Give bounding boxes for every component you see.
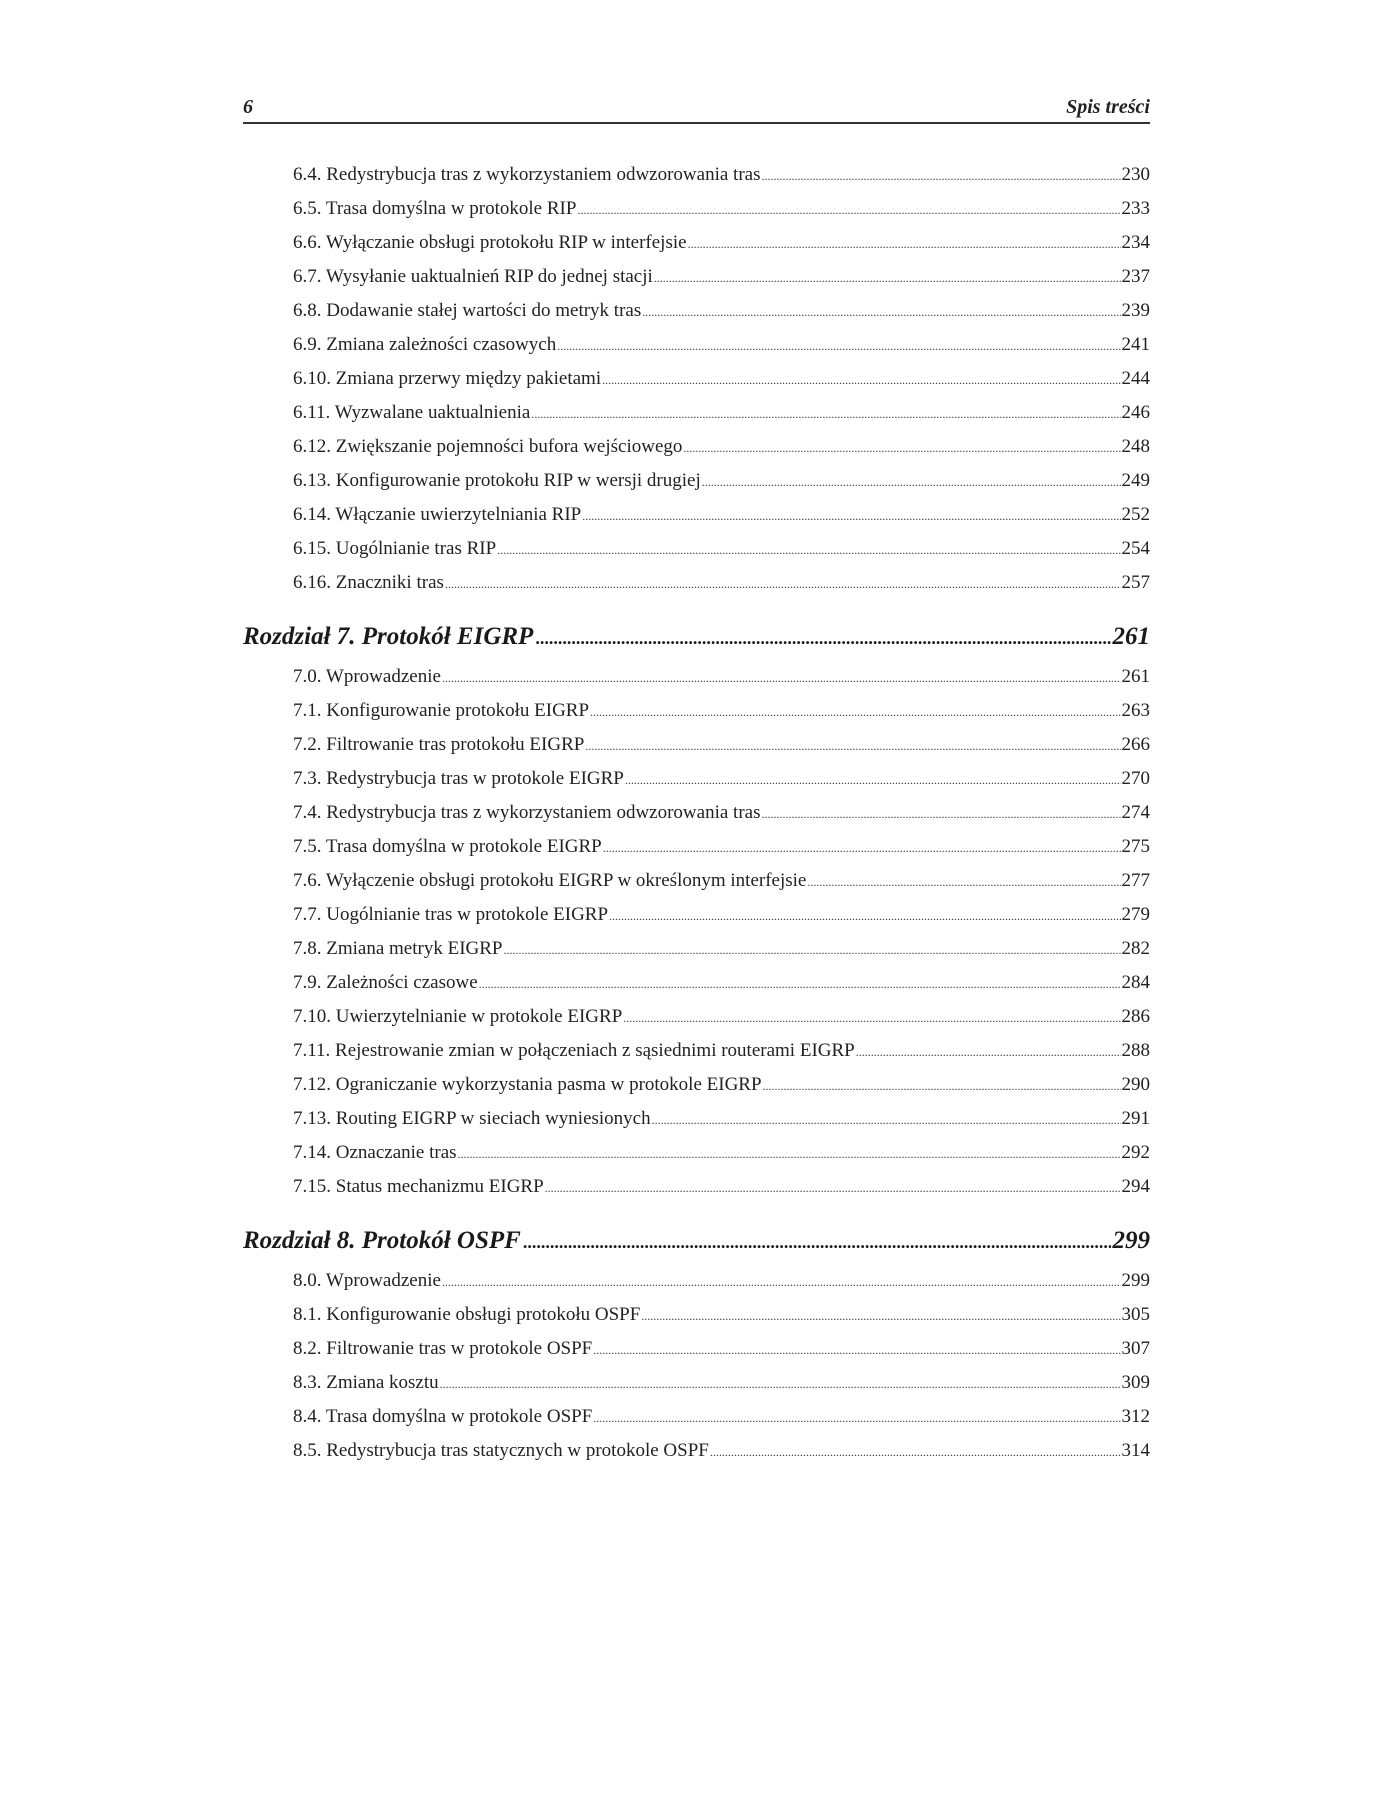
toc-entry[interactable] [243,498,1150,532]
chapter-heading[interactable] [243,1218,1150,1264]
toc-entry[interactable] [243,294,1150,328]
leader-dots [642,295,1120,329]
toc-entry-page-number: 239 [1121,300,1150,321]
toc-entry-title: 7.9. Zależności czasowe [293,972,478,993]
toc-entry-title: 7.4. Redystrybucja tras z wykorzystaniem odwzorowania tras [293,802,761,823]
toc-entry-page-number: 252 [1121,504,1150,525]
leader-dots [856,1035,1121,1069]
toc-entry-page-number: 292 [1121,1142,1150,1163]
leader-dots [761,797,1120,831]
leader-dots [442,1265,1121,1299]
toc-entry-title: 6.4. Redystrybucja tras z wykorzystaniem odwzorowania tras [293,164,761,185]
toc-entry-title: 7.2. Filtrowanie tras protokołu EIGRP [293,734,585,755]
toc-entry-title: 7.11. Rejestrowanie zmian w połączeniach z sąsiednimi routerami EIGRP [293,1040,855,1061]
toc-entry[interactable] [243,1298,1150,1332]
toc-entry[interactable] [243,1400,1150,1434]
toc-entry[interactable] [243,566,1150,600]
toc-entry-title: 7.1. Konfigurowanie protokołu EIGRP [293,700,590,721]
toc-entry-title: 7.7. Uogólnianie tras w protokole EIGRP [293,904,609,925]
leader-dots [710,1435,1121,1469]
toc-entry[interactable] [243,1102,1150,1136]
toc-entry-page-number: 233 [1121,198,1150,219]
toc-entry-page-number: 261 [1121,666,1150,687]
toc-entry-page-number: 275 [1121,836,1150,857]
toc-entry-page-number: 294 [1121,1176,1150,1197]
page-number: 6 [243,96,253,118]
toc-entry-title: 7.6. Wyłączenie obsługi protokołu EIGRP w określonym interfejsie [293,870,807,891]
toc-entry-page-number: 254 [1121,538,1150,559]
toc-entry-title: 8.0. Wprowadzenie [293,1270,441,1291]
toc-entry-title: 7.0. Wprowadzenie [293,666,441,687]
table-of-contents [243,158,1150,1468]
toc-entry-page-number: 309 [1121,1372,1150,1393]
leader-dots [479,967,1121,1001]
leader-dots [761,159,1120,193]
toc-entry[interactable] [243,226,1150,260]
toc-entry[interactable] [243,1332,1150,1366]
toc-entry-page-number: 266 [1121,734,1150,755]
toc-entry[interactable] [243,1366,1150,1400]
toc-entry-page-number: 249 [1121,470,1150,491]
leader-dots [582,499,1120,533]
toc-entry-page-number: 282 [1121,938,1150,959]
leader-dots [763,1069,1121,1103]
leader-dots [652,1103,1121,1137]
toc-entry[interactable] [243,1136,1150,1170]
toc-entry-page-number: 263 [1121,700,1150,721]
leader-dots [688,227,1121,261]
toc-entry-page-number: 277 [1121,870,1150,891]
toc-entry-title: 6.15. Uogólnianie tras RIP [293,538,497,559]
toc-entry[interactable] [243,728,1150,762]
toc-entry-page-number: 288 [1121,1040,1150,1061]
toc-entry[interactable] [243,1034,1150,1068]
toc-entry[interactable] [243,660,1150,694]
chapter-title: Rozdział 7. Protokół EIGRP [243,623,534,650]
leader-dots [609,899,1120,933]
toc-entry-title: 7.3. Redystrybucja tras w protokole EIGRP [293,768,624,789]
toc-entry[interactable] [243,430,1150,464]
toc-entry[interactable] [243,1068,1150,1102]
toc-entry-page-number: 244 [1121,368,1150,389]
leader-dots [445,567,1121,601]
toc-entry-title: 6.14. Włączanie uwierzytelniania RIP [293,504,582,525]
leader-dots [497,533,1120,567]
toc-entry[interactable] [243,966,1150,1000]
toc-entry-page-number: 312 [1121,1406,1150,1427]
toc-entry-title: 6.13. Konfigurowanie protokołu RIP w wersji drugiej [293,470,701,491]
leader-dots [442,661,1121,695]
leader-dots [625,763,1121,797]
toc-entry-page-number: 230 [1121,164,1150,185]
toc-entry-page-number: 286 [1121,1006,1150,1027]
toc-entry[interactable] [243,762,1150,796]
toc-entry-title: 6.12. Zwiększanie pojemności bufora wejściowego [293,436,683,457]
toc-entry-title: 8.2. Filtrowanie tras w protokole OSPF [293,1338,593,1359]
toc-entry-page-number: 305 [1121,1304,1150,1325]
toc-entry-page-number: 307 [1121,1338,1150,1359]
toc-entry-title: 6.7. Wysyłanie uaktualnień RIP do jednej stacji [293,266,653,287]
toc-entry-title: 6.16. Znaczniki tras [293,572,444,593]
chapter-heading[interactable] [243,614,1150,660]
toc-entry-page-number: 234 [1121,232,1150,253]
leader-dots [557,329,1120,363]
running-title: Spis treści [1066,96,1150,118]
toc-entry-title: 6.9. Zmiana zależności czasowych [293,334,557,355]
toc-entry[interactable] [243,932,1150,966]
leader-dots [504,933,1121,967]
toc-entry[interactable] [243,694,1150,728]
toc-entry-title: 8.1. Konfigurowanie obsługi protokołu OSPF [293,1304,641,1325]
toc-entry-page-number: 314 [1121,1440,1150,1461]
toc-entry-title: 7.5. Trasa domyślna w protokole EIGRP [293,836,602,857]
leader-dots [577,193,1120,227]
toc-entry-page-number: 274 [1121,802,1150,823]
toc-entry[interactable] [243,898,1150,932]
page-header [243,94,1150,124]
toc-entry[interactable] [243,464,1150,498]
toc-entry[interactable] [243,796,1150,830]
toc-entry[interactable] [243,830,1150,864]
toc-entry-title: 7.15. Status mechanizmu EIGRP [293,1176,544,1197]
leader-dots [440,1367,1121,1401]
toc-entry[interactable] [243,532,1150,566]
leader-dots [590,695,1120,729]
leader-dots [623,1001,1120,1035]
leader-dots [523,1219,1111,1265]
leader-dots [603,831,1121,865]
toc-entry-page-number: 279 [1121,904,1150,925]
toc-entry-title: 6.11. Wyzwalane uaktualnienia [293,402,531,423]
toc-entry[interactable] [243,260,1150,294]
toc-entry-page-number: 246 [1121,402,1150,423]
toc-entry[interactable] [243,1434,1150,1468]
toc-entry-title: 7.12. Ograniczanie wykorzystania pasma w protokole EIGRP [293,1074,762,1095]
chapter-page-number: 261 [1112,623,1150,650]
toc-entry[interactable] [243,158,1150,192]
toc-entry-title: 6.10. Zmiana przerwy między pakietami [293,368,602,389]
toc-entry-page-number: 237 [1121,266,1150,287]
toc-entry-title: 6.5. Trasa domyślna w protokole RIP [293,198,577,219]
toc-entry[interactable] [243,1000,1150,1034]
toc-entry-title: 8.4. Trasa domyślna w protokole OSPF [293,1406,593,1427]
toc-entry-title: 7.10. Uwierzytelnianie w protokole EIGRP [293,1006,623,1027]
leader-dots [531,397,1120,431]
leader-dots [535,615,1110,661]
toc-entry[interactable] [243,1170,1150,1204]
toc-entry-title: 7.8. Zmiana metryk EIGRP [293,938,503,959]
toc-entry[interactable] [243,362,1150,396]
toc-entry[interactable] [243,192,1150,226]
toc-entry-page-number: 291 [1121,1108,1150,1129]
toc-entry-title: 7.13. Routing EIGRP w sieciach wyniesionych [293,1108,651,1129]
toc-entry-title: 8.5. Redystrybucja tras statycznych w protokole OSPF [293,1440,709,1461]
leader-dots [683,431,1120,465]
chapter-title: Rozdział 8. Protokół OSPF [243,1227,521,1254]
leader-dots [593,1333,1120,1367]
chapter-page-number: 299 [1112,1227,1150,1254]
toc-entry-page-number: 257 [1121,572,1150,593]
leader-dots [702,465,1121,499]
toc-entry-title: 6.8. Dodawanie stałej wartości do metryk tras [293,300,642,321]
leader-dots [602,363,1120,397]
leader-dots [641,1299,1120,1333]
leader-dots [585,729,1120,763]
toc-entry-title: 7.14. Oznaczanie tras [293,1142,457,1163]
toc-entry[interactable] [243,328,1150,362]
leader-dots [545,1171,1121,1205]
toc-entry-page-number: 284 [1121,972,1150,993]
toc-entry[interactable] [243,1264,1150,1298]
leader-dots [458,1137,1121,1171]
toc-entry-page-number: 248 [1121,436,1150,457]
toc-entry[interactable] [243,396,1150,430]
leader-dots [654,261,1121,295]
toc-entry-title: 6.6. Wyłączanie obsługi protokołu RIP w interfejsie [293,232,687,253]
toc-entry-title: 8.3. Zmiana kosztu [293,1372,439,1393]
leader-dots [807,865,1120,899]
toc-entry[interactable] [243,864,1150,898]
toc-entry-page-number: 241 [1121,334,1150,355]
toc-entry-page-number: 299 [1121,1270,1150,1291]
leader-dots [593,1401,1120,1435]
toc-entry-page-number: 270 [1121,768,1150,789]
toc-entry-page-number: 290 [1121,1074,1150,1095]
